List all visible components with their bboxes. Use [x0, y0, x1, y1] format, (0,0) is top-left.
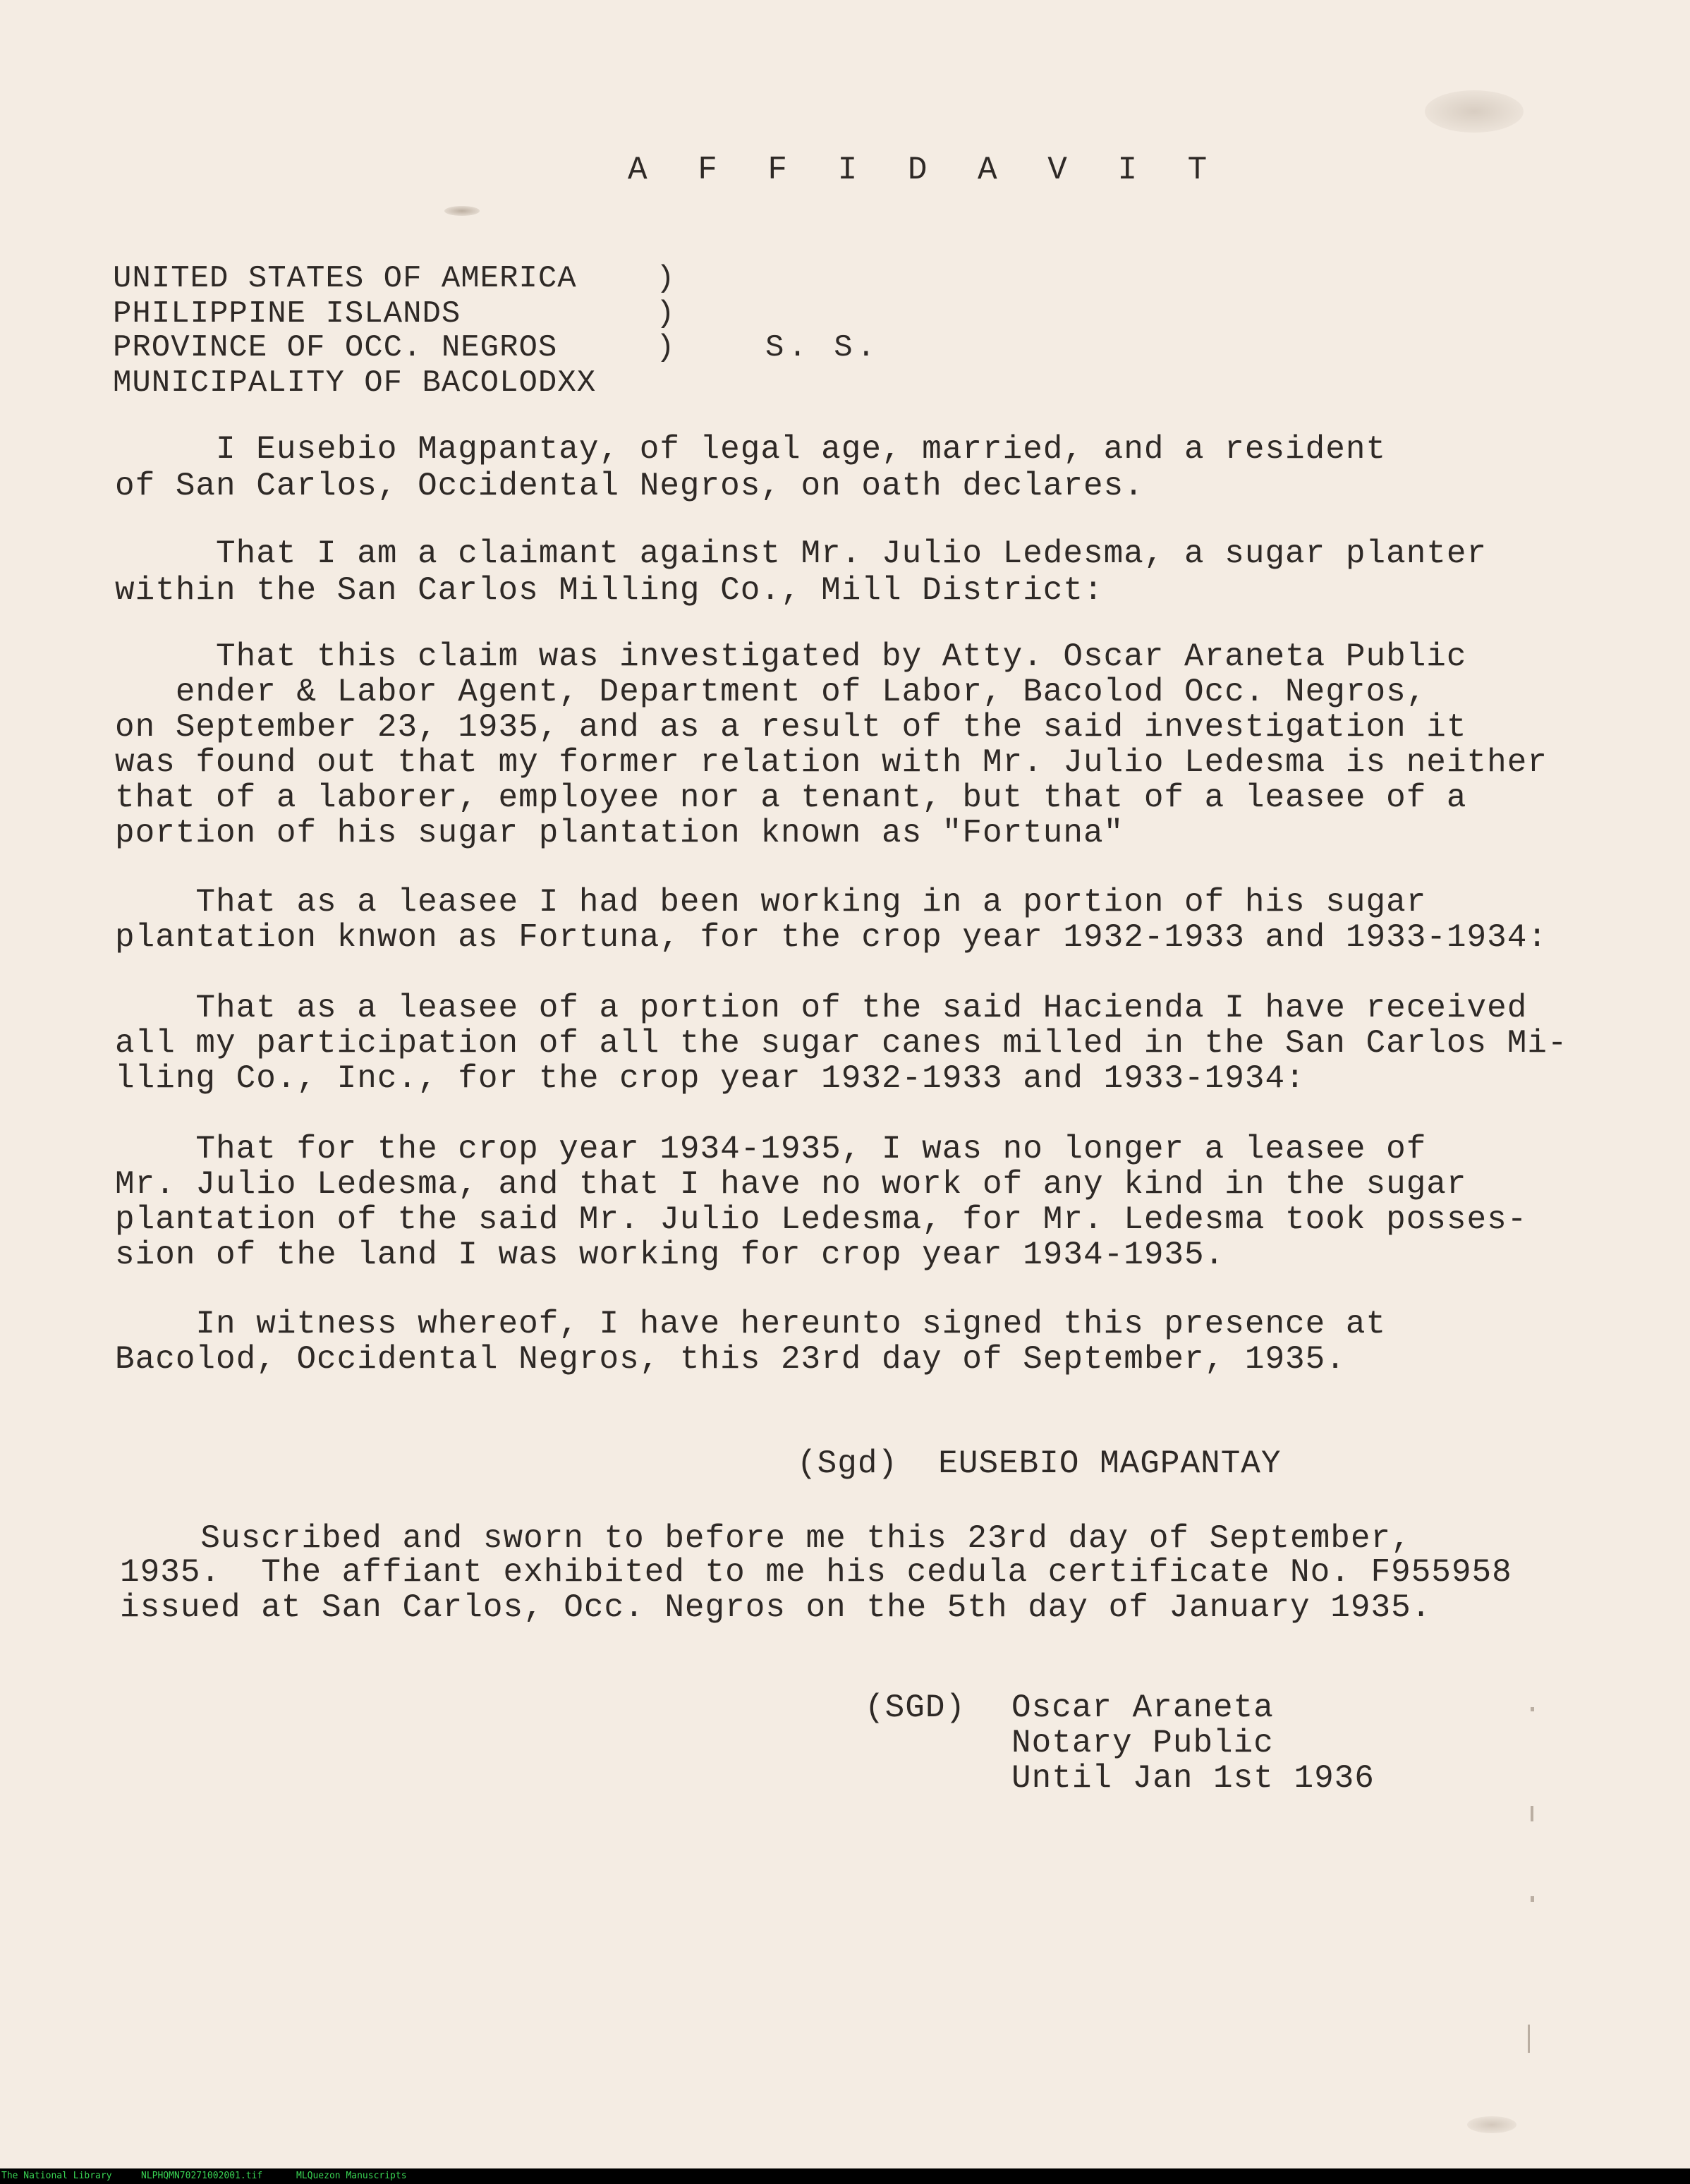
venue-line: UNITED STATES OF AMERICA: [113, 261, 577, 296]
body-line: plantation knwon as Fortuna, for the crop year 1932-1933 and 1933-1934:: [115, 919, 1548, 956]
body-line: I Eusebio Magpantay, of legal age, married, and a resident: [115, 431, 1387, 468]
venue-line: MUNICIPALITY OF BACOLODXX: [113, 365, 597, 401]
document-title: A F F I D A V I T: [628, 152, 1223, 188]
body-line: In witness whereof, I have hereunto signed this presence at: [115, 1306, 1387, 1342]
venue-bracket: ): [656, 261, 675, 296]
body-line: portion of his sugar plantation known as "Fortuna": [115, 815, 1124, 851]
body-line: all my participation of all the sugar canes milled in the San Carlos Mi-: [115, 1025, 1568, 1062]
venue-line: PHILIPPINE ISLANDS: [113, 296, 461, 332]
jurat-line: issued at San Carlos, Occ. Negros on the 5th day of January 1935.: [120, 1589, 1432, 1626]
notary-title: Notary Public: [1011, 1725, 1274, 1761]
margin-mark: [1528, 2025, 1530, 2053]
venue-line: PROVINCE OF OCC. NEGROS: [113, 330, 558, 365]
scan-footer-bar: [0, 2168, 1690, 2184]
jurat-line: 1935. The affiant exhibited to me his cedula certificate No. F955958: [120, 1554, 1512, 1591]
venue-bracket: ): [656, 296, 675, 332]
margin-mark: [1531, 1896, 1534, 1902]
body-line: on September 23, 1935, and as a result of the said investigation it: [115, 709, 1467, 746]
body-line: plantation of the said Mr. Julio Ledesma, for Mr. Ledesma took posses-: [115, 1201, 1528, 1238]
jurat-line: Suscribed and sworn to before me this 23rd day of September,: [120, 1520, 1411, 1557]
body-line: That for the crop year 1934-1935, I was no longer a leasee of: [115, 1131, 1427, 1167]
footer-file: NLPHQMN70271002001.tif: [141, 2171, 263, 2181]
footer-collection: MLQuezon Manuscripts: [296, 2171, 407, 2181]
body-line: was found out that my former relation with Mr. Julio Ledesma is neither: [115, 744, 1548, 781]
body-line: of San Carlos, Occidental Negros, on oath declares.: [115, 468, 1144, 504]
ink-smudge: [444, 206, 480, 216]
body-line: That as a leasee of a portion of the said Hacienda I have received: [115, 990, 1528, 1026]
notary-sgd: (SGD): [865, 1689, 966, 1726]
notary-term: Until Jan 1st 1936: [1011, 1760, 1375, 1797]
body-line: lling Co., Inc., for the crop year 1932-1933 and 1933-1934:: [115, 1060, 1306, 1097]
corner-stamp-mark: [1425, 90, 1524, 133]
body-line: Bacolod, Occidental Negros, this 23rd day of September, 1935.: [115, 1341, 1346, 1378]
footer-library: The National Library: [1, 2171, 112, 2181]
margin-mark: [1531, 1707, 1534, 1711]
ink-smudge: [1467, 2116, 1516, 2133]
venue-bracket: ): [656, 330, 675, 365]
venue-ss: S. S.: [765, 330, 880, 365]
body-line: that of a laborer, employee nor a tenant, but that of a leasee of a: [115, 779, 1467, 816]
margin-mark: [1531, 1806, 1533, 1821]
notary-name: Oscar Araneta: [1011, 1689, 1274, 1726]
body-line: That this claim was investigated by Atty. Oscar Araneta Public: [115, 638, 1467, 675]
body-line: sion of the land I was working for crop year 1934-1935.: [115, 1237, 1225, 1273]
body-line: That I am a claimant against Mr. Julio Ledesma, a sugar planter: [115, 535, 1488, 572]
body-line: within the San Carlos Milling Co., Mill District:: [115, 572, 1104, 609]
affiant-signature: (Sgd) EUSEBIO MAGPANTAY: [797, 1445, 1282, 1482]
body-line: ender & Labor Agent, Department of Labor, Bacolod Occ. Negros,: [115, 674, 1427, 710]
body-line: Mr. Julio Ledesma, and that I have no work of any kind in the sugar: [115, 1166, 1467, 1203]
body-line: That as a leasee I had been working in a portion of his sugar: [115, 884, 1427, 921]
